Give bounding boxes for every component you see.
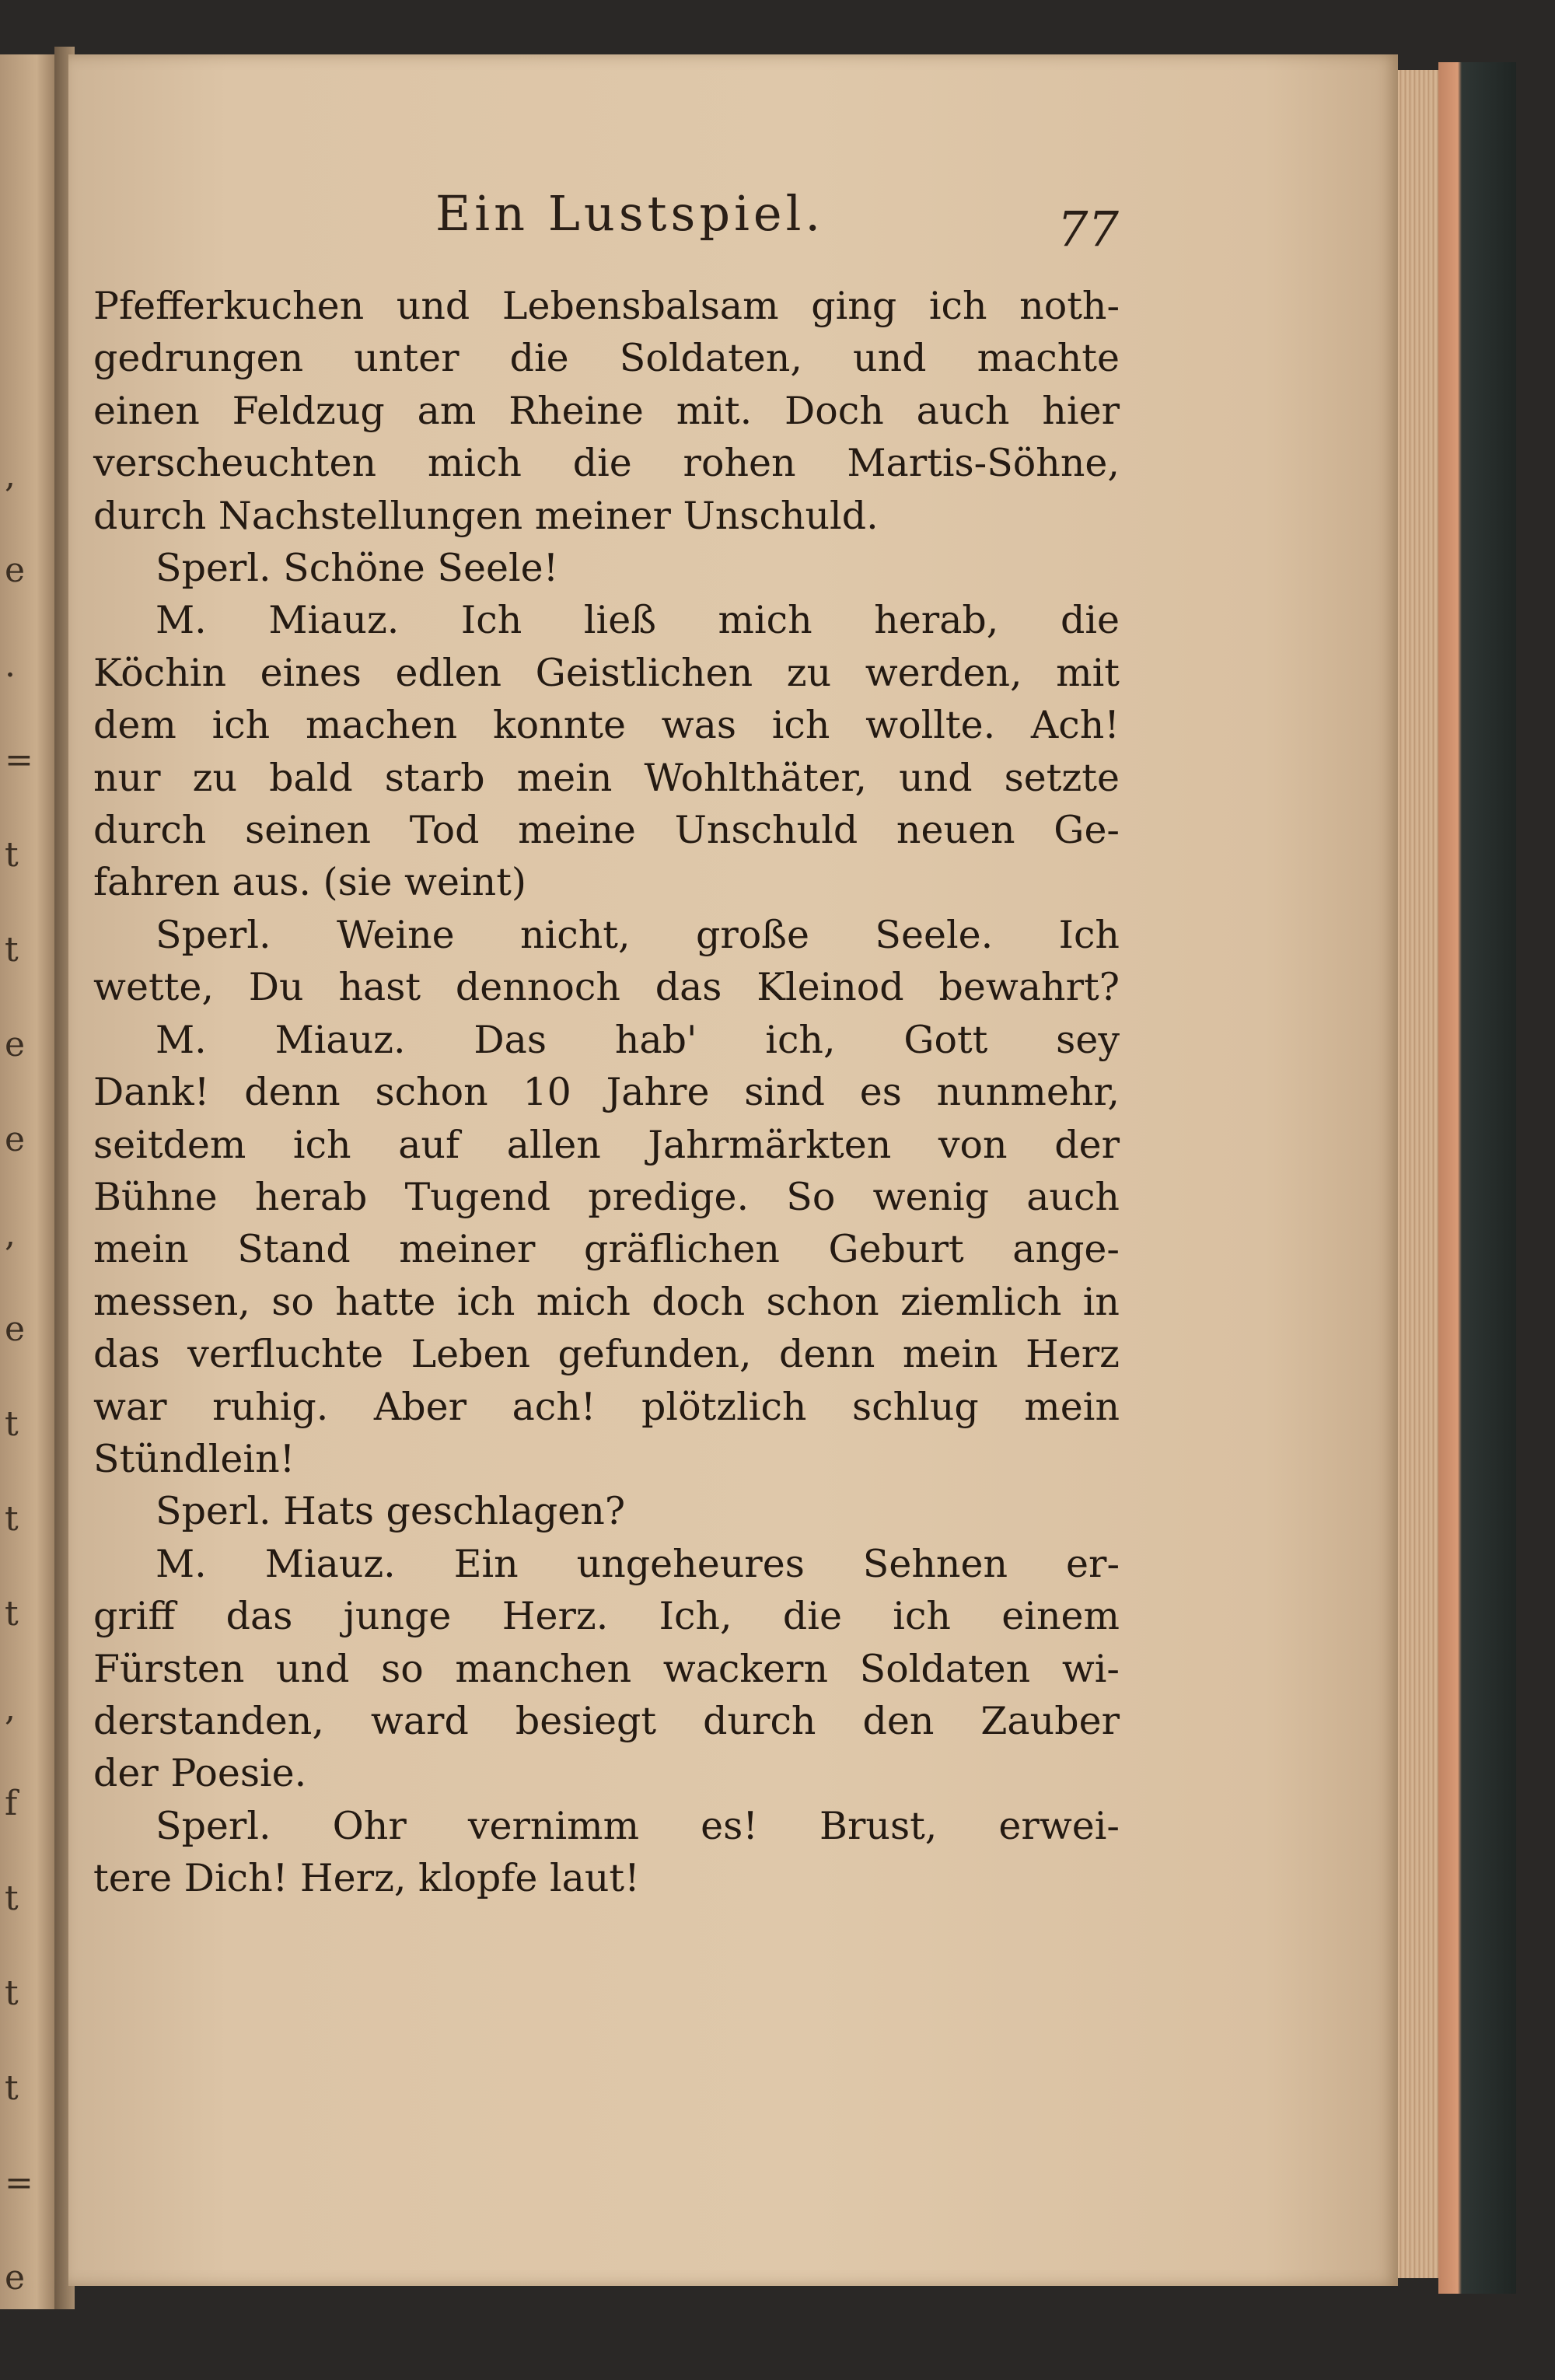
text-line: messen, so hatte ich mich doch schon ziemlich in bbox=[93, 1279, 1120, 1324]
text-line: durch seinen Tod meine Unschuld neuen Ge- bbox=[93, 808, 1120, 853]
running-title: Ein Lustspiel. bbox=[435, 185, 825, 242]
left-page-fragment: , bbox=[5, 1214, 16, 1254]
text-line: durch Nachstellungen meiner Unschuld. bbox=[93, 493, 879, 538]
text-line: seitdem ich auf allen Jahrmärkten von der bbox=[93, 1122, 1120, 1167]
left-page-fragment: , bbox=[5, 456, 16, 495]
left-page-fragment: . bbox=[5, 645, 16, 685]
text-line: M. Miauz. Das hab' ich, Gott sey bbox=[156, 1017, 1120, 1062]
text-line: Fürsten und so manchen wackern Soldaten wi- bbox=[93, 1646, 1120, 1691]
page-stack-edge bbox=[1392, 70, 1438, 2278]
text-line: der Poesie. bbox=[93, 1751, 307, 1796]
text-line: nur zu bald starb mein Wohlthäter, und setzte bbox=[93, 755, 1120, 800]
text-line: tere Dich! Herz, klopfe laut! bbox=[93, 1856, 640, 1901]
left-page-fragment: t bbox=[5, 1878, 19, 1918]
left-page-fragment: f bbox=[5, 1784, 18, 1823]
text-line: mein Stand meiner gräflichen Geburt ange- bbox=[93, 1227, 1120, 1272]
text-line: griff das junge Herz. Ich, die ich einem bbox=[93, 1594, 1120, 1639]
left-page-fragment: e bbox=[5, 550, 26, 590]
left-page-fragment: t bbox=[5, 1594, 19, 1634]
left-page-fragment: t bbox=[5, 1499, 19, 1539]
text-line: Pfefferkuchen und Lebensbalsam ging ich noth- bbox=[93, 284, 1120, 328]
left-page-fragment: t bbox=[5, 2068, 19, 2108]
text-line: das verfluchte Leben gefunden, denn mein Herz bbox=[93, 1332, 1120, 1377]
text-line: M. Miauz. Ein ungeheures Sehnen er- bbox=[156, 1541, 1120, 1586]
book-cover-edge bbox=[1438, 62, 1516, 2294]
text-line: Köchin eines edlen Geistlichen zu werden, mit bbox=[93, 650, 1120, 695]
text-line: M. Miauz. Ich ließ mich herab, die bbox=[156, 598, 1120, 643]
body-text bbox=[93, 280, 1120, 1905]
left-page-fragment: e bbox=[5, 1025, 26, 1064]
text-line: Sperl. Weine nicht, große Seele. Ich bbox=[156, 912, 1120, 957]
left-page-fragment: e bbox=[5, 2258, 26, 2298]
left-page-fragment: t bbox=[5, 1973, 19, 2013]
text-line: Bühne herab Tugend predige. So wenig auch bbox=[93, 1174, 1120, 1219]
text-line: war ruhig. Aber ach! plötzlich schlug mein bbox=[93, 1384, 1120, 1429]
text-line: Sperl. Schöne Seele! bbox=[156, 546, 559, 591]
left-page-fragment: , bbox=[5, 1689, 16, 1728]
text-line: gedrungen unter die Soldaten, und machte bbox=[93, 336, 1120, 381]
text-line: wette, Du hast dennoch das Kleinod bewahrt? bbox=[93, 965, 1120, 1010]
text-line: Stündlein! bbox=[93, 1436, 295, 1481]
left-page-fragment: t bbox=[5, 930, 19, 970]
left-page-fragment: = bbox=[5, 2163, 33, 2203]
page-number: 77 bbox=[1057, 201, 1119, 257]
text-line: verscheuchten mich die rohen Martis-Söhne, bbox=[93, 441, 1120, 486]
text-line: Sperl. Hats geschlagen? bbox=[156, 1489, 626, 1534]
text-line: Sperl. Ohr vernimm es! Brust, erwei- bbox=[156, 1803, 1120, 1848]
left-page-fragment: = bbox=[5, 740, 33, 780]
text-line: einen Feldzug am Rheine mit. Doch auch hier bbox=[93, 388, 1120, 433]
left-page-fragment: e bbox=[5, 1309, 26, 1349]
left-page-fragment: e bbox=[5, 1120, 26, 1159]
text-line: fahren aus. (sie weint) bbox=[93, 860, 527, 905]
left-page-fragment: t bbox=[5, 1404, 19, 1444]
previous-page-edge bbox=[0, 54, 61, 2309]
text-line: derstanden, ward besiegt durch den Zauber bbox=[93, 1698, 1120, 1743]
text-line: Dank! denn schon 10 Jahre sind es nunmehr, bbox=[93, 1070, 1120, 1115]
text-line: dem ich machen konnte was ich wollte. Ach! bbox=[93, 703, 1120, 748]
left-page-fragment: t bbox=[5, 835, 19, 875]
